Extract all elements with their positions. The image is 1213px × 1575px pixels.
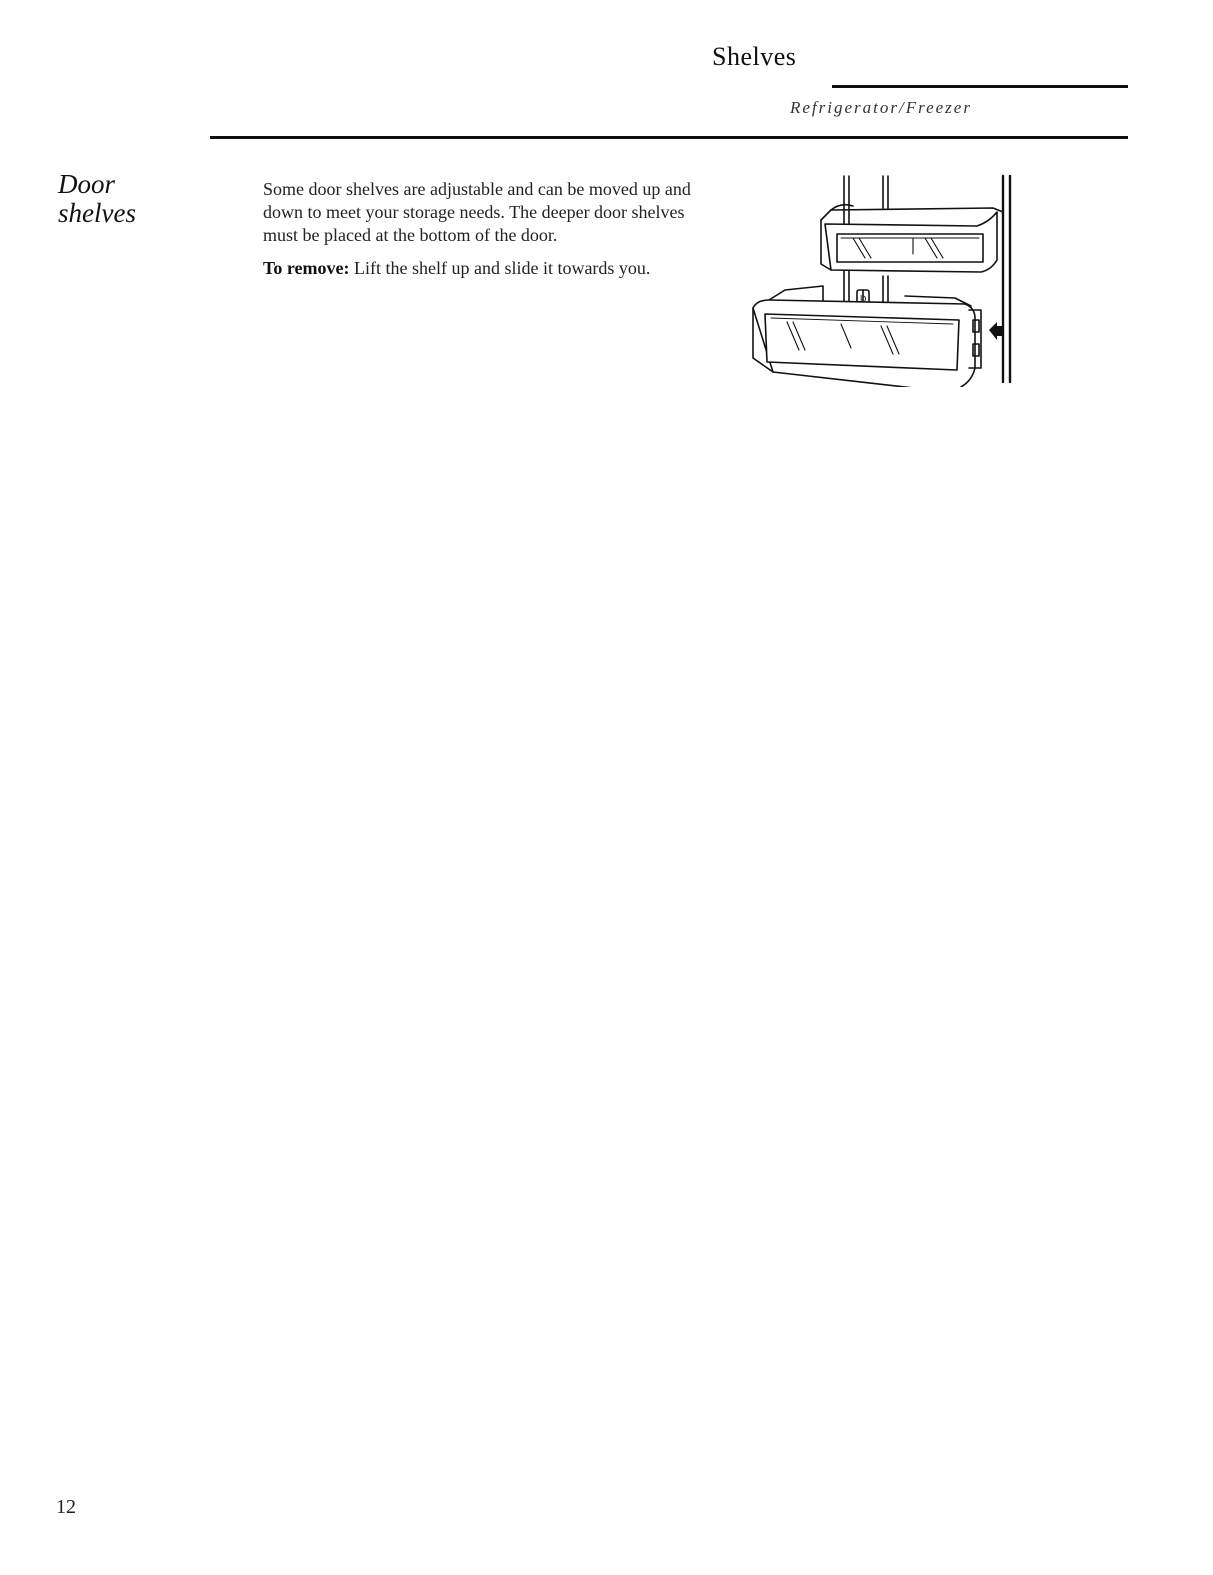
section-heading: [58, 170, 208, 228]
remove-text: Lift the shelf up and slide it towards you.: [349, 258, 651, 278]
section-heading-line1: Door: [58, 169, 116, 199]
body-paragraph: Some door shelves are adjustable and can be moved up and down to meet your storage needs. The deeper door shelves must be placed at the bottom of the door.: [263, 179, 691, 245]
header-divider: [210, 136, 1128, 139]
title-rule: [832, 85, 1128, 88]
remove-label: To remove:: [263, 258, 350, 278]
section-heading-line2: shelves: [58, 198, 136, 228]
section-body: [263, 178, 713, 290]
page-title: Shelves: [712, 42, 797, 71]
page-subtitle: Refrigerator/Freezer: [790, 98, 972, 117]
door-shelf-illustration: [745, 172, 1025, 387]
illustration-lettering: D: [859, 294, 867, 304]
page-number: 12: [56, 1496, 76, 1518]
remove-instructions: [263, 257, 713, 280]
